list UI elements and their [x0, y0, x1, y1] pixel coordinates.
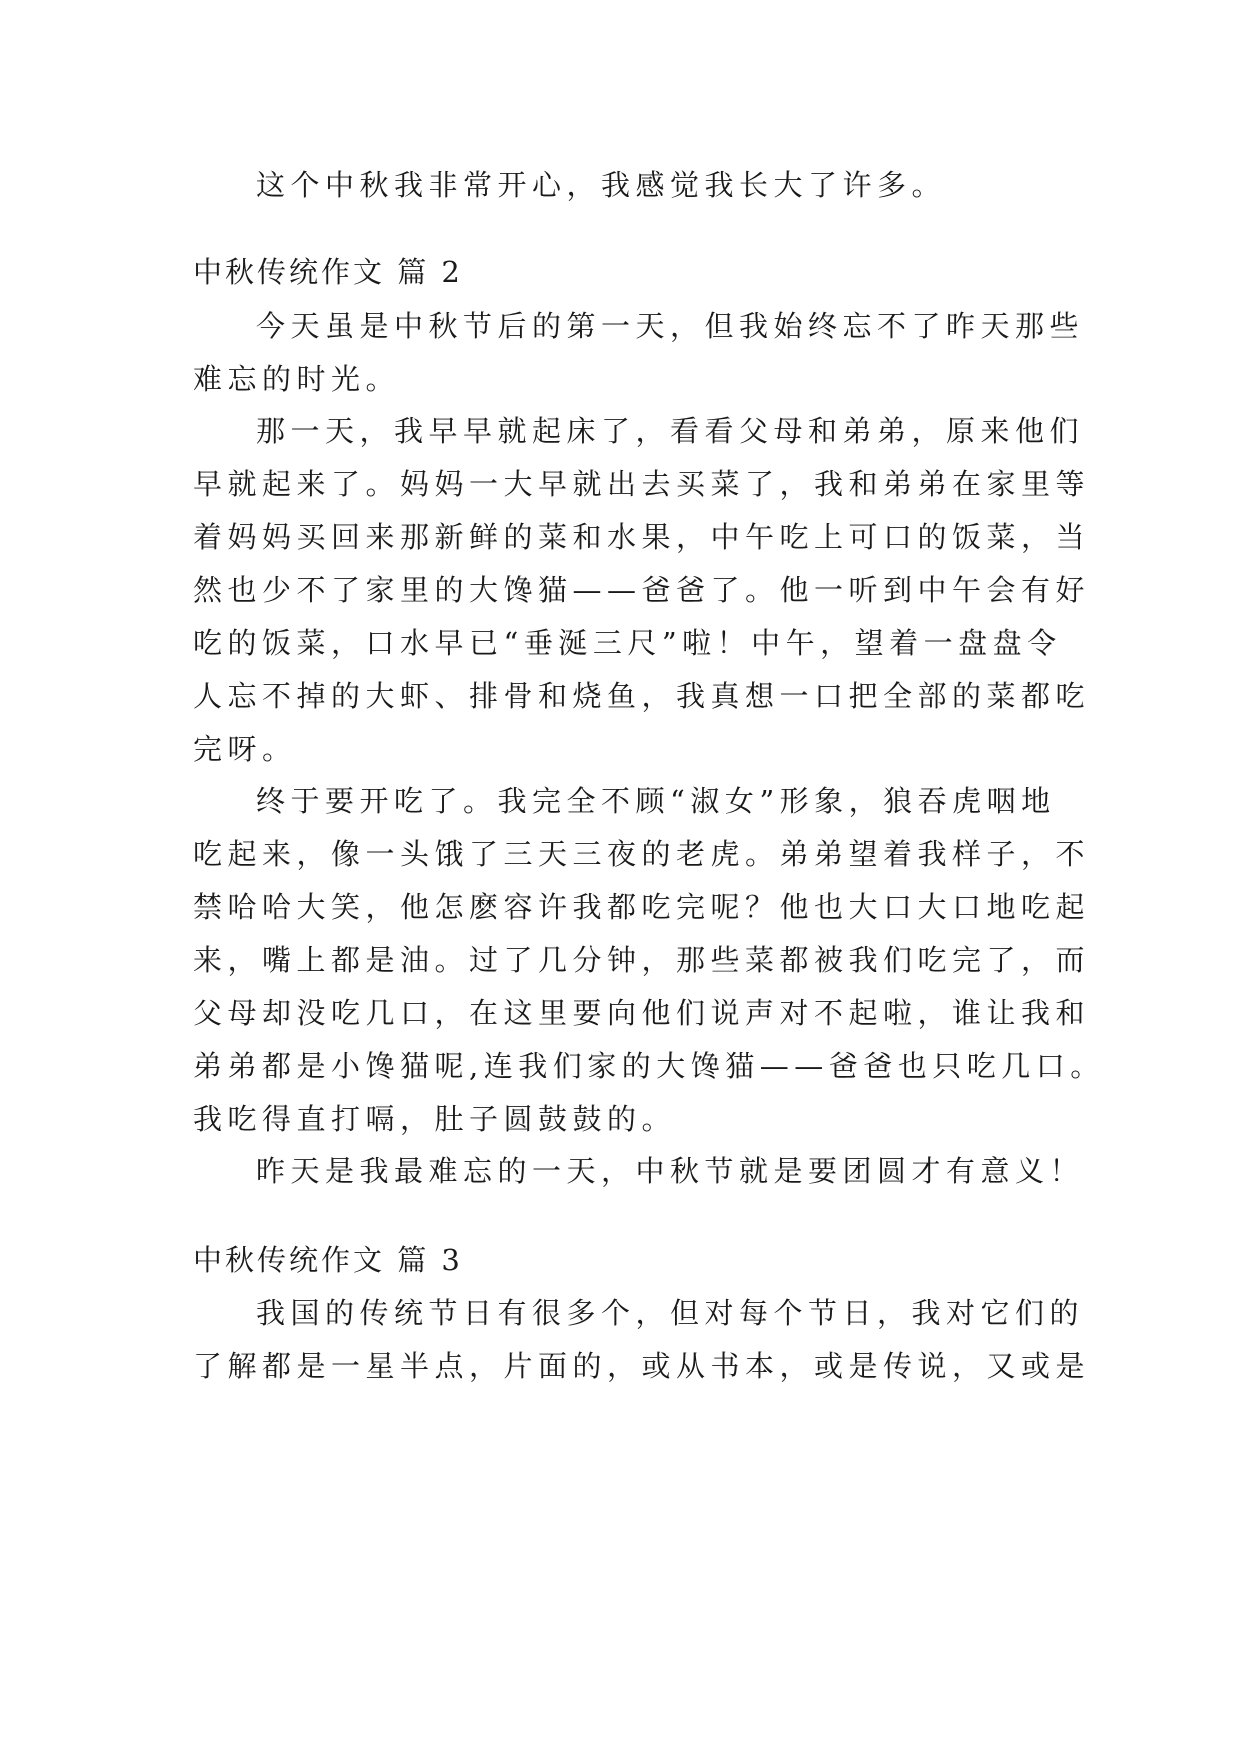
- paragraph-line: 父母却没吃几口，在这里要向他们说声对不起啦，谁让我和: [193, 996, 1091, 1030]
- paragraph-line: 昨天是我最难忘的一天，中秋节就是要团圆才有意义！: [256, 1154, 1085, 1188]
- paragraph-line: 来，嘴上都是油。过了几分钟，那些菜都被我们吃完了，而: [193, 943, 1091, 977]
- paragraph-line: 我国的传统节日有很多个，但对每个节日，我对它们的: [256, 1296, 1085, 1330]
- paragraph-line: 了解都是一星半点，片面的，或从书本，或是传说，又或是: [193, 1349, 1091, 1383]
- paragraph-line: 难忘的时光。: [193, 362, 401, 396]
- paragraph-line: 早就起来了。妈妈一大早就出去买菜了，我和弟弟在家里等: [193, 467, 1091, 501]
- paragraph-line: 我吃得直打嗝，肚子圆鼓鼓的。: [193, 1102, 677, 1136]
- paragraph-line: 今天虽是中秋节后的第一天，但我始终忘不了昨天那些: [256, 309, 1085, 343]
- section-heading: 中秋传统作文 篇 2: [193, 255, 463, 289]
- paragraph-line: 着妈妈买回来那新鲜的菜和水果，中午吃上可口的饭菜，当: [193, 520, 1091, 554]
- paragraph-line: 那一天，我早早就起床了，看看父母和弟弟，原来他们: [256, 414, 1085, 448]
- paragraph-line: 这个中秋我非常开心，我感觉我长大了许多。: [256, 168, 947, 202]
- section-heading: 中秋传统作文 篇 3: [193, 1243, 463, 1277]
- paragraph-line: 禁哈哈大笑，他怎麽容许我都吃完呢？他也大口大口地吃起: [193, 890, 1091, 924]
- paragraph-line: 完呀。: [193, 732, 297, 766]
- paragraph-line: 终于要开吃了。我完全不顾“淑女”形象，狼吞虎咽地: [256, 784, 1056, 818]
- paragraph-line: 弟弟都是小馋猫呢,连我们家的大馋猫——爸爸也只吃几口。: [193, 1049, 1105, 1083]
- paragraph-line: 吃起来，像一头饿了三天三夜的老虎。弟弟望着我样子，不: [193, 837, 1091, 871]
- paragraph-line: 人忘不掉的大虾、排骨和烧鱼，我真想一口把全部的菜都吃: [193, 679, 1091, 713]
- paragraph-line: 吃的饭菜，口水早已“垂涎三尺”啦！中午，望着一盘盘令: [193, 626, 1062, 660]
- paragraph-line: 然也少不了家里的大馋猫——爸爸了。他一听到中午会有好: [193, 573, 1091, 607]
